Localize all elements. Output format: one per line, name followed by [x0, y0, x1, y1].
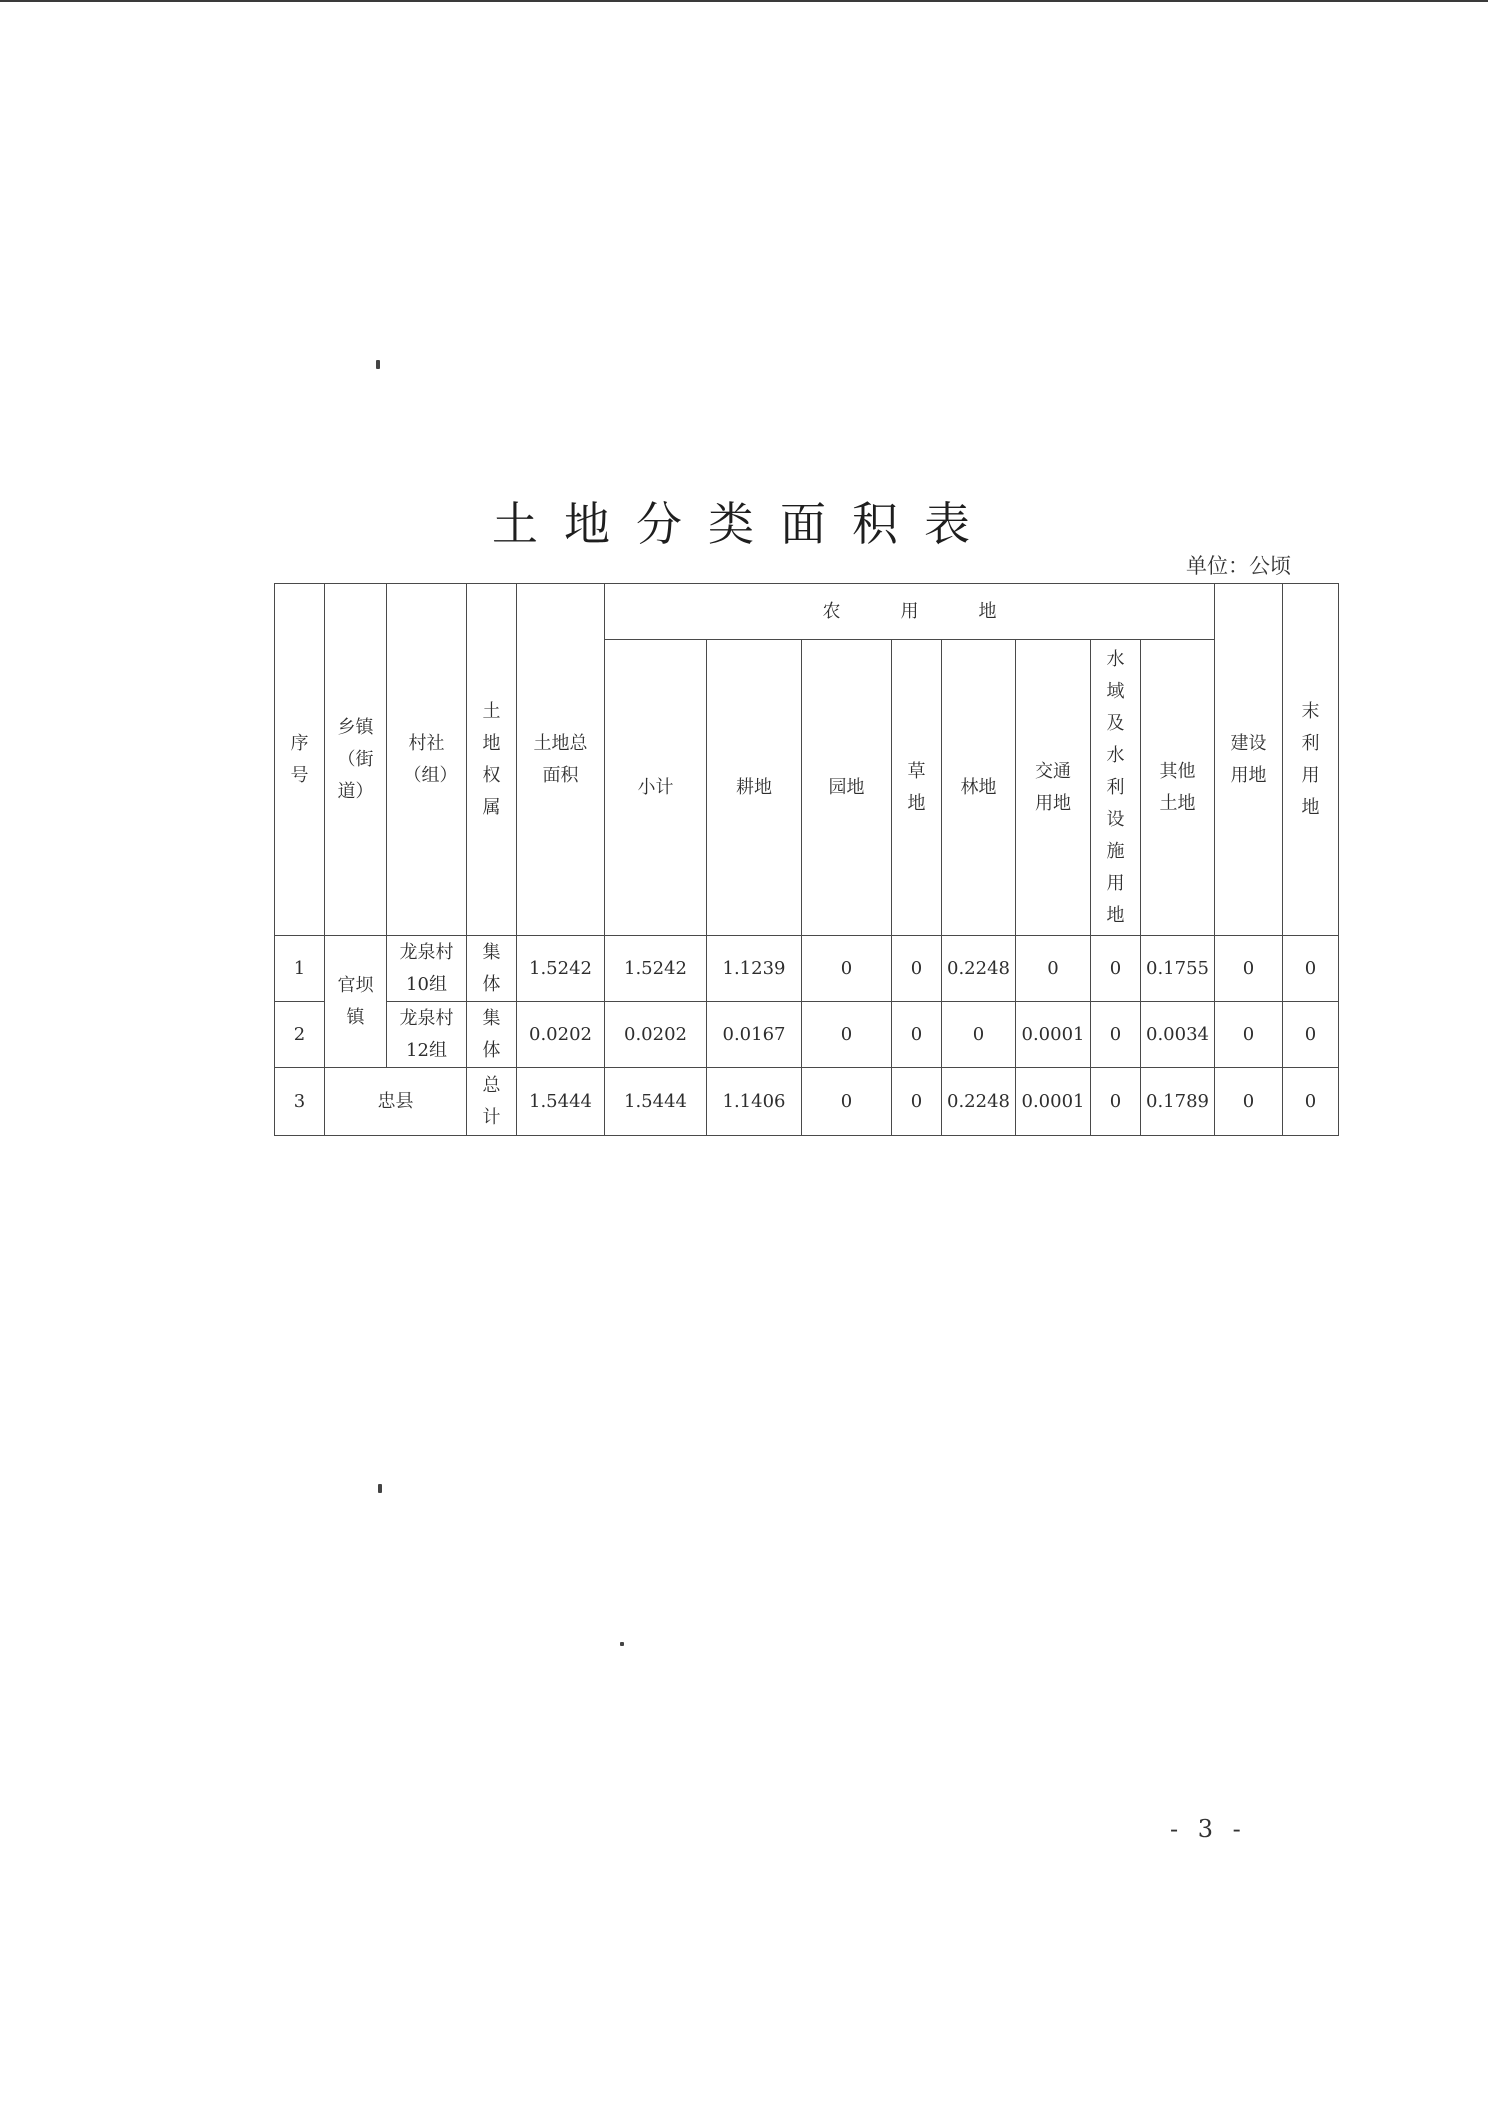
header-township: 乡镇（街道） [325, 584, 387, 936]
cell-construction: 0 [1215, 1002, 1283, 1068]
cell-unused: 0 [1283, 936, 1339, 1002]
cell-transport: 0 [1016, 936, 1091, 1002]
cell-garden: 0 [802, 1002, 892, 1068]
cell-total-area: 1.5444 [517, 1068, 605, 1136]
header-other: 其他土地 [1141, 640, 1215, 936]
cell-seq: 1 [275, 936, 325, 1002]
header-cultivated: 耕地 [707, 640, 802, 936]
cell-grassland: 0 [892, 1068, 942, 1136]
header-agricultural: 农用地 [605, 584, 1215, 640]
scan-speck [376, 360, 380, 369]
cell-forest: 0 [942, 1002, 1016, 1068]
cell-village: 龙泉村12组 [387, 1002, 467, 1068]
cell-transport: 0.0001 [1016, 1068, 1091, 1136]
cell-village: 龙泉村10组 [387, 936, 467, 1002]
header-forest: 林地 [942, 640, 1016, 936]
cell-transport: 0.0001 [1016, 1002, 1091, 1068]
cell-cultivated: 1.1239 [707, 936, 802, 1002]
cell-cultivated: 1.1406 [707, 1068, 802, 1136]
cell-water: 0 [1091, 1068, 1141, 1136]
cell-ownership: 集体 [467, 936, 517, 1002]
cell-ownership: 总计 [467, 1068, 517, 1136]
header-transport: 交通用地 [1016, 640, 1091, 936]
unit-label: 单位：公顷 [1186, 554, 1291, 578]
cell-township: 忠县 [325, 1068, 467, 1136]
cell-seq: 2 [275, 1002, 325, 1068]
scan-speck [620, 1642, 624, 1646]
cell-subtotal: 1.5444 [605, 1068, 707, 1136]
header-garden: 园地 [802, 640, 892, 936]
cell-other: 0.1789 [1141, 1068, 1215, 1136]
cell-water: 0 [1091, 1002, 1141, 1068]
table-row [275, 1002, 1339, 1068]
header-total-area: 土地总面积 [517, 584, 605, 936]
cell-garden: 0 [802, 1068, 892, 1136]
page-number: - 3 - [1170, 1815, 1247, 1843]
cell-other: 0.1755 [1141, 936, 1215, 1002]
table-row-total [275, 1068, 1339, 1136]
header-village: 村社（组） [387, 584, 467, 936]
page-top-border [0, 0, 1488, 2]
cell-construction: 0 [1215, 936, 1283, 1002]
cell-unused: 0 [1283, 1002, 1339, 1068]
cell-total-area: 0.0202 [517, 1002, 605, 1068]
cell-township: 官坝镇 [325, 936, 387, 1068]
cell-ownership: 集体 [467, 1002, 517, 1068]
cell-construction: 0 [1215, 1068, 1283, 1136]
cell-cultivated: 0.0167 [707, 1002, 802, 1068]
cell-other: 0.0034 [1141, 1002, 1215, 1068]
cell-forest: 0.2248 [942, 1068, 1016, 1136]
header-ownership: 土地权属 [467, 584, 517, 936]
cell-garden: 0 [802, 936, 892, 1002]
cell-grassland: 0 [892, 936, 942, 1002]
cell-water: 0 [1091, 936, 1141, 1002]
header-seq: 序号 [275, 584, 325, 936]
cell-forest: 0.2248 [942, 936, 1016, 1002]
table-row [275, 936, 1339, 1002]
cell-seq: 3 [275, 1068, 325, 1136]
header-unused: 末利用地 [1283, 584, 1339, 936]
cell-unused: 0 [1283, 1068, 1339, 1136]
cell-total-area: 1.5242 [517, 936, 605, 1002]
header-water: 水域及水利设施用地 [1091, 640, 1141, 936]
header-subtotal: 小计 [605, 640, 707, 936]
header-grassland: 草地 [892, 640, 942, 936]
scan-speck [378, 1484, 382, 1493]
cell-subtotal: 0.0202 [605, 1002, 707, 1068]
page-title: 土地分类面积表 [492, 497, 996, 551]
cell-grassland: 0 [892, 1002, 942, 1068]
header-construction: 建设用地 [1215, 584, 1283, 936]
cell-subtotal: 1.5242 [605, 936, 707, 1002]
land-classification-table [274, 583, 1339, 1136]
